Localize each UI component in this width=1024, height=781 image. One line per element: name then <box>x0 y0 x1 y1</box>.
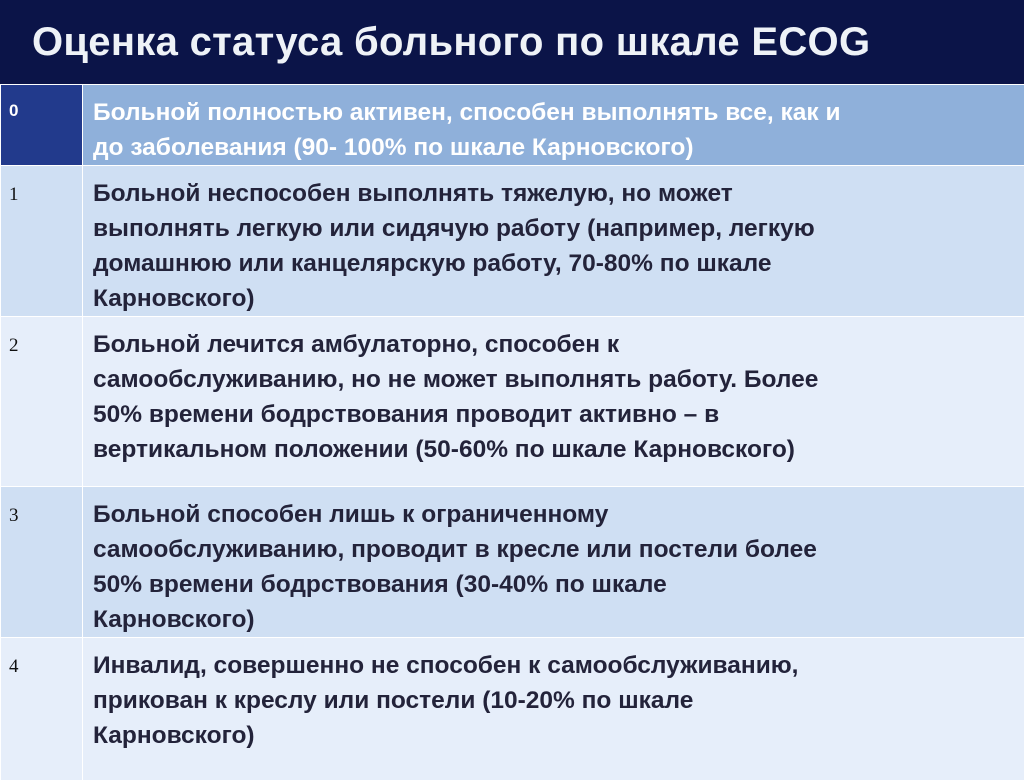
description-cell <box>83 317 1024 487</box>
grade-value: 0 <box>1 85 82 121</box>
grade-value: 2 <box>1 317 82 357</box>
table-row <box>1 638 1024 781</box>
grade-cell <box>1 638 83 781</box>
description-cell <box>83 487 1024 638</box>
description-cell <box>83 166 1024 317</box>
grade-value: 4 <box>1 638 82 678</box>
description-cell <box>83 638 1024 781</box>
table-row <box>1 166 1024 317</box>
grade-description: Инвалид, совершенно не способен к самообслуживанию, прикован к креслу или постели (10-20% по шкале Карновского) <box>83 638 1024 753</box>
grade-description: Больной способен лишь к ограниченному самообслуживанию, проводит в кресле или постели более 50% времени бодрствования (30-40% по шкале Карновского) <box>83 487 1024 637</box>
description-cell <box>83 85 1024 166</box>
slide-title: Оценка статуса больного по шкале ECOG <box>32 20 870 65</box>
grade-cell <box>1 317 83 487</box>
title-bar <box>0 0 1024 84</box>
grade-description: Больной полностью активен, способен выполнять все, как и до заболевания (90- 100% по шкале Карновского) <box>83 85 1024 165</box>
grade-cell <box>1 487 83 638</box>
grade-description: Больной лечится амбулаторно, способен к самообслуживанию, но не может выполнять работу. Более 50% времени бодрствования проводит активно – в вертикальном положении (50-60% по шкале Карновского) <box>83 317 1024 467</box>
table-row <box>1 487 1024 638</box>
table-row <box>1 85 1024 166</box>
ecog-scale-table <box>0 84 1024 781</box>
table-row <box>1 317 1024 487</box>
grade-value: 1 <box>1 166 82 206</box>
grade-cell <box>1 166 83 317</box>
grade-description: Больной неспособен выполнять тяжелую, но может выполнять легкую или сидячую работу (например, легкую домашнюю или канцелярскую работу, 70-80% по шкале Карновского) <box>83 166 1024 316</box>
grade-value: 3 <box>1 487 82 527</box>
grade-cell <box>1 85 83 166</box>
